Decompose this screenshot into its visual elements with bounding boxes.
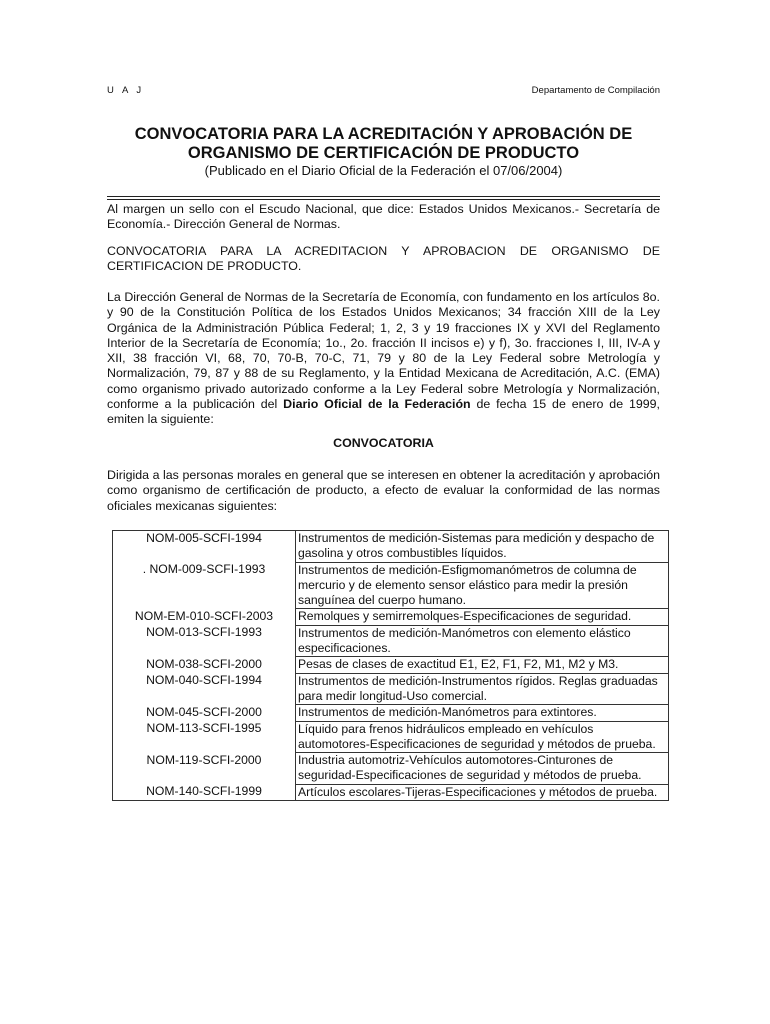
norm-description: Instrumentos de medición-Manómetros para extintores. bbox=[296, 705, 669, 721]
norm-description: Instrumentos de medición-Instrumentos rígidos. Reglas graduadas para medir longitud-Uso comercial. bbox=[296, 673, 669, 705]
norm-code: NOM-140-SCFI-1999 bbox=[113, 784, 296, 800]
norm-description: Líquido para frenos hidráulicos empleado en vehículos automotores-Especificaciones de seguridad y métodos de prueba. bbox=[296, 721, 669, 753]
header-right: Departamento de Compilación bbox=[531, 85, 660, 96]
norm-code: NOM-119-SCFI-2000 bbox=[113, 753, 296, 785]
norm-code: NOM-038-SCFI-2000 bbox=[113, 657, 296, 673]
norm-description: Remolques y semirremolques-Especificaciones de seguridad. bbox=[296, 609, 669, 625]
divider-top bbox=[107, 196, 660, 197]
table-row bbox=[113, 673, 669, 705]
paragraph-seal: Al margen un sello con el Escudo Nacional, que dice: Estados Unidos Mexicanos.- Secretaría de Economía.- Dirección General de Normas. bbox=[107, 202, 660, 232]
document-title bbox=[107, 125, 660, 163]
legal-basis-bold: Diario Oficial de la Federación bbox=[283, 397, 471, 412]
norm-description: Instrumentos de medición-Sistemas para medición y despacho de gasolina y otros combustibles líquidos. bbox=[296, 531, 669, 563]
title-line-2: ORGANISMO DE CERTIFICACIÓN DE PRODUCTO bbox=[187, 144, 580, 162]
section-heading: CONVOCATORIA bbox=[333, 436, 434, 450]
legal-basis-text: La Dirección General de Normas de la Secretaría de Economía, con fundamento en los artículos 8o. y 90 de la Constitución Política de los Estados Unidos Mexicanos; 34 fracción XIII de la Ley Orgánica de la Administración Pública Federal; 1, 2, 3 y 19 fracciones IX y XVI del Reglamento Interior de la Secretaría de Economía; 1o., 2o. fracción II incisos e) y f), 3o. fracciones I, III, IV-A y XII, 38 fracción VI, 68, 70, 70-B, 70-C, 71, 79 y 80 de la Ley Federal sobre Metrología y Normalización, 79, 87 y 88 de su Reglamento, y la Entidad Mexicana de Acreditación, A.C. (EMA) como organismo privado autorizado conforme a la Ley Federal sobre Metrología y Normalización, conforme a la publicación del bbox=[107, 290, 660, 412]
norm-description: Instrumentos de medición-Manómetros con elemento elástico especificaciones. bbox=[296, 625, 669, 657]
norm-code: . NOM-009-SCFI-1993 bbox=[113, 562, 296, 609]
norm-code: NOM-013-SCFI-1993 bbox=[113, 625, 296, 657]
norm-code: NOM-005-SCFI-1994 bbox=[113, 531, 296, 563]
norm-description: Pesas de clases de exactitud E1, E2, F1, F2, M1, M2 y M3. bbox=[296, 657, 669, 673]
table-row bbox=[113, 705, 669, 721]
paragraph-intro: Dirigida a las personas morales en general que se interesen en obtener la acreditación y aprobación como organismo de certificación de producto, a efecto de evaluar la conformidad de las normas oficiales mexicanas siguientes: bbox=[107, 468, 660, 513]
table-row bbox=[113, 562, 669, 609]
table-row bbox=[113, 753, 669, 785]
norm-description: Artículos escolares-Tijeras-Especificaciones y métodos de prueba. bbox=[296, 784, 669, 800]
table-row bbox=[113, 784, 669, 800]
document-subtitle: (Publicado en el Diario Oficial de la Federación el 07/06/2004) bbox=[204, 163, 563, 178]
norm-code: NOM-113-SCFI-1995 bbox=[113, 721, 296, 753]
legal-basis-end: de fecha 15 de enero de 1999, emiten la siguiente: bbox=[107, 397, 660, 427]
paragraph-caption: CONVOCATORIA PARA LA ACREDITACION Y APROBACION DE ORGANISMO DE CERTIFICACION DE PRODUCTO. bbox=[107, 244, 660, 274]
table-row bbox=[113, 531, 669, 563]
table-row bbox=[113, 625, 669, 657]
divider-bottom bbox=[107, 199, 660, 200]
norm-description: Instrumentos de medición-Esfigmomanómetros de columna de mercurio y de elemento sensor elástico para medir la presión sanguínea del cuerpo humano. bbox=[296, 562, 669, 609]
norm-code: NOM-040-SCFI-1994 bbox=[113, 673, 296, 705]
table-row bbox=[113, 657, 669, 673]
norm-code: NOM-EM-010-SCFI-2003 bbox=[113, 609, 296, 625]
table-row bbox=[113, 721, 669, 753]
page-header bbox=[107, 85, 660, 96]
header-left: U A J bbox=[107, 85, 145, 96]
table-row bbox=[113, 609, 669, 625]
norm-description: Industria automotriz-Vehículos automotores-Cinturones de seguridad-Especificaciones de seguridad y métodos de prueba. bbox=[296, 753, 669, 785]
title-line-1: CONVOCATORIA PARA LA ACREDITACIÓN Y APROBACIÓN DE bbox=[134, 125, 633, 143]
norm-code: NOM-045-SCFI-2000 bbox=[113, 705, 296, 721]
norms-table bbox=[112, 530, 669, 801]
paragraph-legal-basis bbox=[107, 290, 660, 428]
